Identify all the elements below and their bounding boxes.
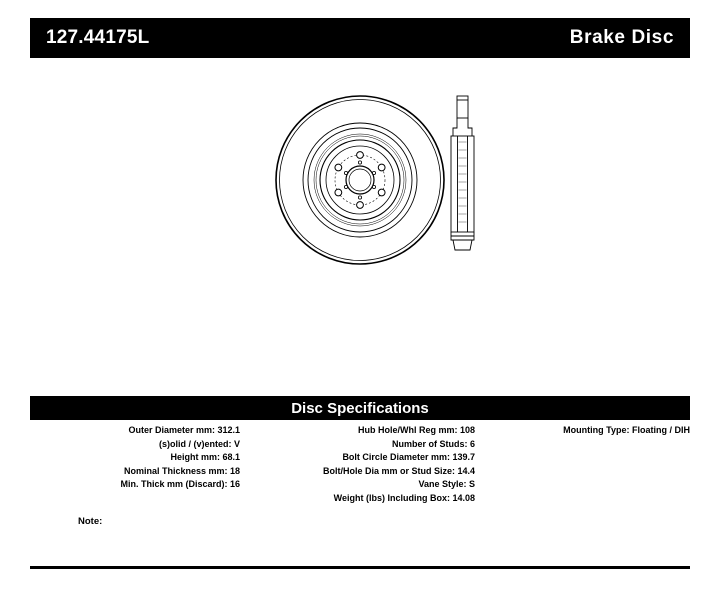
spec-hub-hole: Hub Hole/Whl Reg mm: 108	[357, 425, 475, 435]
specs-column-middle	[245, 424, 475, 505]
rotor-face-view	[270, 90, 450, 275]
spec-nominal-thickness: Nominal Thickness mm: 18	[123, 465, 240, 476]
spec-vane-style: Vane Style: S	[418, 479, 475, 489]
specs-column-left	[30, 424, 240, 492]
spec-weight: Weight (lbs) Including Box: 14.08	[333, 492, 475, 503]
specs-title-bar	[30, 396, 690, 420]
spec-min-thickness: Min. Thick mm (Discard): 16	[120, 479, 240, 489]
specs-body	[30, 424, 690, 544]
spec-outer-diameter: Outer Diameter mm: 312.1	[128, 425, 240, 435]
rotor-edge-svg	[445, 88, 491, 278]
rotor-edge-view	[445, 88, 491, 283]
spec-number-of-studs: Number of Studs: 6	[391, 438, 475, 449]
header-bar	[30, 18, 690, 58]
page-title: Brake Disc	[569, 27, 674, 48]
spec-solid-vented: (s)olid / (v)ented: V	[159, 438, 240, 449]
part-number: 127.44175L	[46, 27, 150, 48]
spec-mounting-type: Mounting Type: Floating / DIH	[563, 425, 690, 435]
specs-column-right	[485, 424, 690, 438]
spec-bolt-hole-dia: Bolt/Hole Dia mm or Stud Size: 14.4	[322, 465, 475, 476]
note-label: Note:	[78, 516, 103, 527]
technical-drawing	[30, 70, 690, 380]
rotor-face-svg	[270, 90, 450, 270]
note-row	[78, 516, 102, 527]
footer-divider	[30, 566, 690, 569]
specs-title: Disc Specifications	[291, 399, 429, 417]
spec-height: Height mm: 68.1	[170, 452, 240, 462]
spec-bolt-circle-diameter: Bolt Circle Diameter mm: 139.7	[342, 452, 475, 462]
